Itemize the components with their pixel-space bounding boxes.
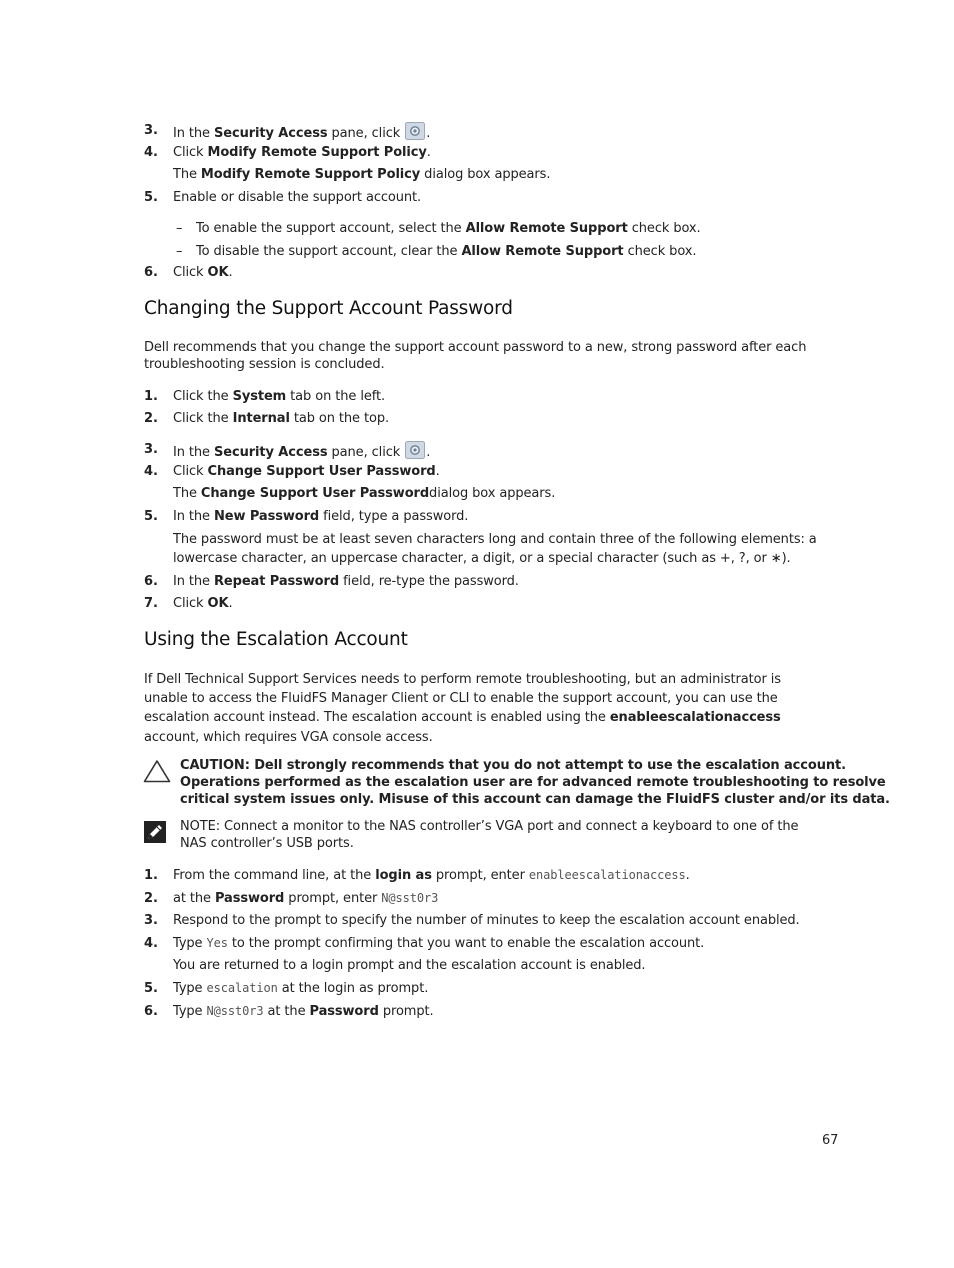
paragraph-line: unable to access the FluidFS Manager Client or CLI to enable the support account, you can use the <box>144 691 778 706</box>
step-text: In the Security Access pane, click . <box>173 441 430 461</box>
paragraph-line: account, which requires VGA console access. <box>144 730 433 745</box>
step-text: Respond to the prompt to specify the number of minutes to keep the escalation account enabled. <box>173 913 800 928</box>
sub-item: To enable the support account, select the Allow Remote Support check box. <box>196 221 701 236</box>
step-info: The Modify Remote Support Policy dialog box appears. <box>173 167 551 182</box>
step-text: Type escalation at the login as prompt. <box>173 981 429 996</box>
step-number: 7. <box>144 596 158 611</box>
caution-text: CAUTION: Dell strongly recommends that you do not attempt to use the escalation account. <box>180 758 846 773</box>
paragraph-line: If Dell Technical Support Services needs to perform remote troubleshooting, but an administrator is <box>144 672 781 687</box>
step-text: Click the System tab on the left. <box>173 389 386 404</box>
step-number: 2. <box>144 411 158 426</box>
caution-triangle-icon <box>143 759 171 783</box>
step-text: Enable or disable the support account. <box>173 190 422 205</box>
step-info: lowercase character, an uppercase character, a digit, or a special character (such as +, ?, or ∗). <box>173 551 791 566</box>
step-text: Click the Internal tab on the top. <box>173 411 390 426</box>
paragraph-line: troubleshooting session is concluded. <box>144 357 385 372</box>
step-text: Click Change Support User Password. <box>173 464 440 479</box>
step-text: Type N@sst0r3 at the Password prompt. <box>173 1004 434 1019</box>
page-number: 67 <box>822 1133 839 1148</box>
dash-bullet: – <box>176 221 183 236</box>
step-number: 6. <box>144 1004 158 1019</box>
step-number: 3. <box>144 123 158 138</box>
note-pencil-icon <box>144 821 166 843</box>
step-number: 1. <box>144 389 158 404</box>
note-text: NOTE: Connect a monitor to the NAS controller’s VGA port and connect a keyboard to one of the <box>180 819 799 834</box>
step-number: 4. <box>144 936 158 951</box>
step-number: 4. <box>144 145 158 160</box>
sub-item: To disable the support account, clear the Allow Remote Support check box. <box>196 244 697 259</box>
settings-gear-icon <box>405 441 425 459</box>
step-text: In the Repeat Password field, re-type the password. <box>173 574 519 589</box>
step-text: Click OK. <box>173 596 233 611</box>
step-text: Click OK. <box>173 265 233 280</box>
step-info: The Change Support User Passworddialog box appears. <box>173 486 556 501</box>
step-text: In the New Password field, type a password. <box>173 509 469 524</box>
dash-bullet: – <box>176 244 183 259</box>
section-heading: Changing the Support Account Password <box>144 298 513 319</box>
step-number: 5. <box>144 190 158 205</box>
step-number: 5. <box>144 981 158 996</box>
section-heading: Using the Escalation Account <box>144 629 408 650</box>
paragraph-line: escalation account instead. The escalation account is enabled using the enableescalationaccess <box>144 710 781 725</box>
step-number: 1. <box>144 868 158 883</box>
step-number: 3. <box>144 442 158 457</box>
step-info: You are returned to a login prompt and the escalation account is enabled. <box>173 958 646 973</box>
step-text: In the Security Access pane, click . <box>173 122 430 142</box>
step-number: 6. <box>144 574 158 589</box>
step-info: The password must be at least seven characters long and contain three of the following elements: a <box>173 532 817 547</box>
paragraph-line: Dell recommends that you change the support account password to a new, strong password after each <box>144 340 807 355</box>
step-number: 5. <box>144 509 158 524</box>
step-text: Click Modify Remote Support Policy. <box>173 145 431 160</box>
step-number: 6. <box>144 265 158 280</box>
settings-gear-icon <box>405 122 425 140</box>
step-text: Type Yes to the prompt confirming that you want to enable the escalation account. <box>173 936 705 951</box>
caution-text: critical system issues only. Misuse of this account can damage the FluidFS cluster and/or its data. <box>180 792 890 807</box>
step-number: 4. <box>144 464 158 479</box>
step-text: From the command line, at the login as prompt, enter enableescalationaccess. <box>173 868 690 883</box>
step-text: at the Password prompt, enter N@sst0r3 <box>173 891 439 906</box>
note-text: NAS controller’s USB ports. <box>180 836 354 851</box>
step-number: 3. <box>144 913 158 928</box>
step-number: 2. <box>144 891 158 906</box>
caution-text: Operations performed as the escalation user are for advanced remote troubleshooting to resolve <box>180 775 886 790</box>
